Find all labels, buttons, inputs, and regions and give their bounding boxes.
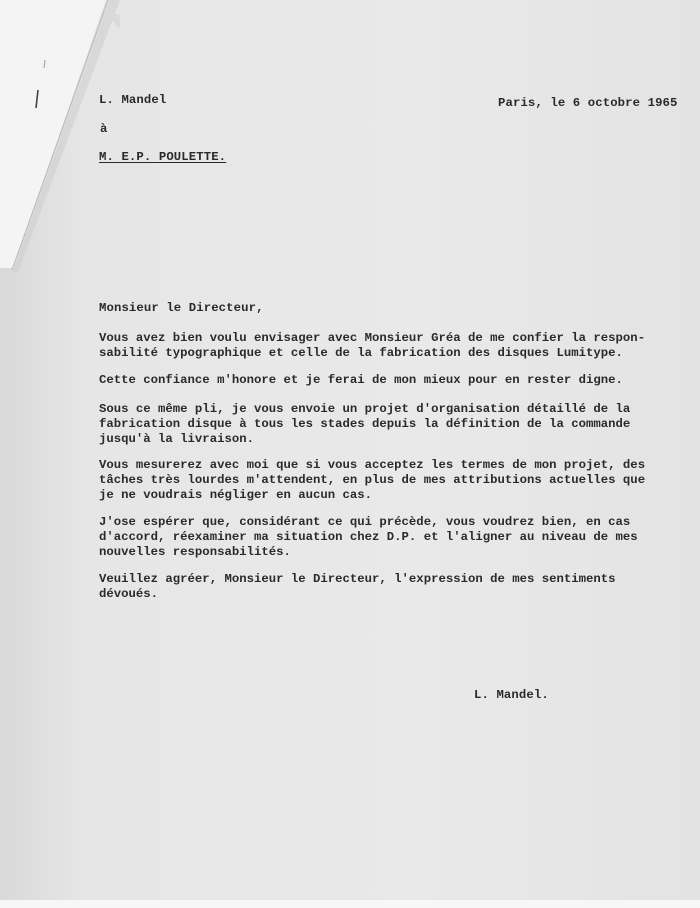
paragraph-line: d'accord, réexaminer ma situation chez D.P. et l'aligner au niveau de mes [99, 530, 638, 544]
paragraph [99, 402, 659, 447]
paragraph-line: jusqu'à la livraison. [99, 432, 254, 446]
paragraph-line: tâches très lourdes m'attendent, en plus de mes attributions actuelles que [99, 473, 646, 487]
paragraph-line: je ne voudrais négliger en aucun cas. [99, 488, 373, 502]
bottom-edge [0, 900, 700, 908]
sender-name: L. Mandel [99, 93, 167, 107]
salutation: Monsieur le Directeur, [99, 301, 264, 315]
paragraph-line: nouvelles responsabilités. [99, 545, 291, 559]
paragraph-line: J'ose espérer que, considérant ce qui précède, vous voudrez bien, en cas [99, 515, 631, 529]
paragraph [99, 373, 659, 388]
place-date: Paris, le 6 octobre 1965 [498, 96, 678, 110]
paragraph-line: fabrication disque à tous les stades depuis la définition de la commande [99, 417, 631, 431]
paragraph-line: Veuillez agréer, Monsieur le Directeur, l'expression de mes sentiments [99, 572, 616, 586]
paragraph-line: Sous ce même pli, je vous envoie un projet d'organisation détaillé de la [99, 402, 631, 416]
paragraph [99, 458, 659, 503]
recipient-name: M. E.P. POULETTE. [99, 150, 227, 164]
paragraph-line: Vous mesurerez avec moi que si vous acceptez les termes de mon projet, des [99, 458, 646, 472]
to-word: à [100, 122, 108, 136]
paragraph [99, 572, 659, 602]
paragraph [99, 515, 659, 560]
paragraph-line: Cette confiance m'honore et je ferai de mon mieux pour en rester digne. [99, 373, 623, 387]
paragraph-line: dévoués. [99, 587, 159, 601]
paragraph-line: Vous avez bien voulu envisager avec Monsieur Gréa de me confier la respon- [99, 331, 646, 345]
signature: L. Mandel. [474, 688, 549, 702]
paragraph-line: sabilité typographique et celle de la fabrication des disques Lumitype. [99, 346, 623, 360]
paragraph [99, 331, 659, 361]
